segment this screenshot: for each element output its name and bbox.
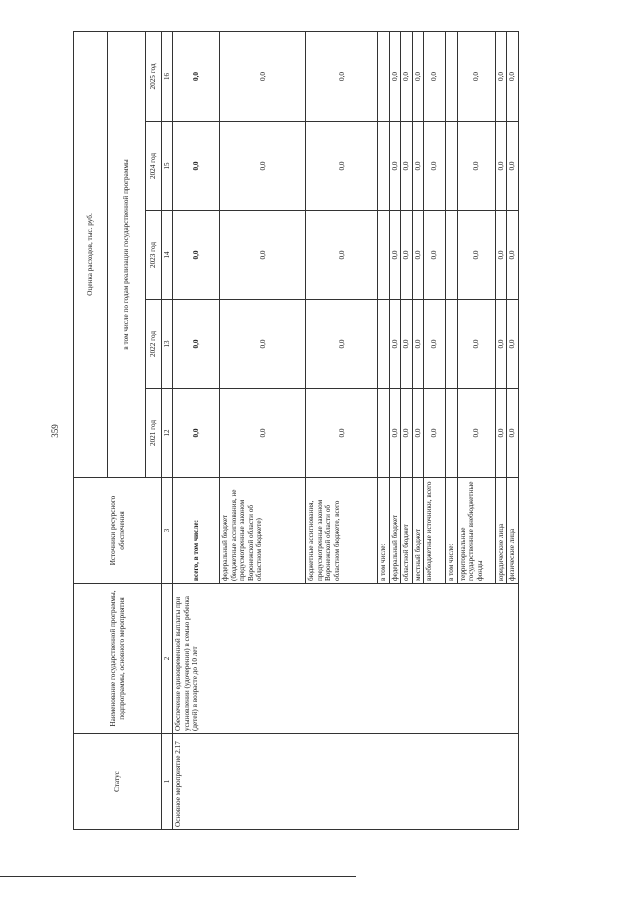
value-cell: 0,0 [389,300,400,389]
value-cell: 0,0 [401,31,412,121]
value-cell: 0,0 [507,389,518,478]
value-cell [446,389,457,478]
value-cell [446,31,457,121]
value-cell: 0,0 [495,211,506,300]
value-cell: 0,0 [401,389,412,478]
header-year-2023: 2023 год [146,211,162,300]
column-number: 12 [162,389,173,478]
header-year-2025: 2025 год [146,31,162,121]
header-estimate: Оценка расходов, тыс. руб. [74,31,108,477]
source-cell: всего, в том числе: [173,478,220,584]
value-cell: 0,0 [173,389,220,478]
value-cell: 0,0 [306,31,378,121]
column-number: 16 [162,31,173,121]
source-cell: внебюджетные источники, всего [424,478,446,584]
column-number: 13 [162,300,173,389]
budget-table-page [73,32,528,830]
value-cell: 0,0 [507,31,518,121]
header-name: Наименование государственной программы, подпрограммы, основного мероприятия [74,584,162,734]
value-cell: 0,0 [495,31,506,121]
value-cell [378,122,389,211]
value-cell: 0,0 [401,122,412,211]
value-cell [378,211,389,300]
header-by-year: в том числе по годам реализации государственной программы [108,31,146,477]
value-cell: 0,0 [173,211,220,300]
value-cell: 0,0 [389,122,400,211]
value-cell: 0,0 [507,300,518,389]
value-cell: 0,0 [401,211,412,300]
value-cell: 0,0 [306,300,378,389]
source-cell: местный бюджет [412,478,423,584]
value-cell: 0,0 [412,389,423,478]
value-cell: 0,0 [424,31,446,121]
source-cell: федеральный бюджет [389,478,400,584]
column-number-row [162,31,173,829]
value-cell: 0,0 [424,211,446,300]
value-cell: 0,0 [220,300,306,389]
source-cell: физические лица [507,478,518,584]
value-cell [446,122,457,211]
value-cell: 0,0 [220,389,306,478]
header-year-2021: 2021 год [146,389,162,478]
column-number: 15 [162,122,173,211]
value-cell: 0,0 [457,211,495,300]
value-cell: 0,0 [306,389,378,478]
value-cell: 0,0 [424,300,446,389]
value-cell: 0,0 [306,122,378,211]
value-cell: 0,0 [412,300,423,389]
source-cell: федеральный бюджет (бюджетные ассигнования, не предусмотренные законом Воронежской области об областном бюджете) [220,478,306,584]
activity-name: Обеспечение единовременной выплаты при усыновлении (удочерении) в семью ребенка (детей) в возрасте до 10 лет [173,584,518,734]
column-number: 1 [162,734,173,830]
value-cell [446,211,457,300]
budget-table [73,31,519,830]
value-cell [446,300,457,389]
value-cell: 0,0 [495,389,506,478]
footer-divider [0,876,356,877]
value-cell: 0,0 [389,211,400,300]
value-cell: 0,0 [457,300,495,389]
value-cell: 0,0 [220,211,306,300]
header-year-2022: 2022 год [146,300,162,389]
value-cell: 0,0 [220,31,306,121]
value-cell: 0,0 [389,31,400,121]
source-cell: в том числе: [446,478,457,584]
value-cell: 0,0 [424,122,446,211]
value-cell: 0,0 [495,122,506,211]
value-cell: 0,0 [173,300,220,389]
value-cell [378,31,389,121]
header-source: Источники ресурсного обеспечения [74,478,162,584]
source-cell: областной бюджет [401,478,412,584]
value-cell: 0,0 [412,31,423,121]
value-cell: 0,0 [457,122,495,211]
activity-status: Основное мероприятие 2.17 [173,734,518,830]
column-number: 2 [162,584,173,734]
value-cell: 0,0 [220,122,306,211]
value-cell: 0,0 [173,122,220,211]
value-cell: 0,0 [507,122,518,211]
value-cell: 0,0 [306,211,378,300]
column-number: 3 [162,478,173,584]
value-cell: 0,0 [424,389,446,478]
value-cell: 0,0 [389,389,400,478]
source-cell: территориальные государственные внебюджетные фонды [457,478,495,584]
value-cell: 0,0 [495,300,506,389]
column-number: 14 [162,211,173,300]
value-cell: 0,0 [507,211,518,300]
value-cell: 0,0 [457,31,495,121]
source-cell: юридические лица [495,478,506,584]
page-number: 359 [50,424,60,438]
header-year-2024: 2024 год [146,122,162,211]
table-row [173,31,220,829]
value-cell: 0,0 [412,211,423,300]
value-cell: 0,0 [412,122,423,211]
value-cell: 0,0 [173,31,220,121]
header-status: Статус [74,734,162,830]
value-cell: 0,0 [401,300,412,389]
value-cell [378,389,389,478]
value-cell [378,300,389,389]
source-cell: в том числе: [378,478,389,584]
source-cell: бюджетные ассигнования, предусмотренные законом Воронежской области об областном бюджете, всего [306,478,378,584]
value-cell: 0,0 [457,389,495,478]
